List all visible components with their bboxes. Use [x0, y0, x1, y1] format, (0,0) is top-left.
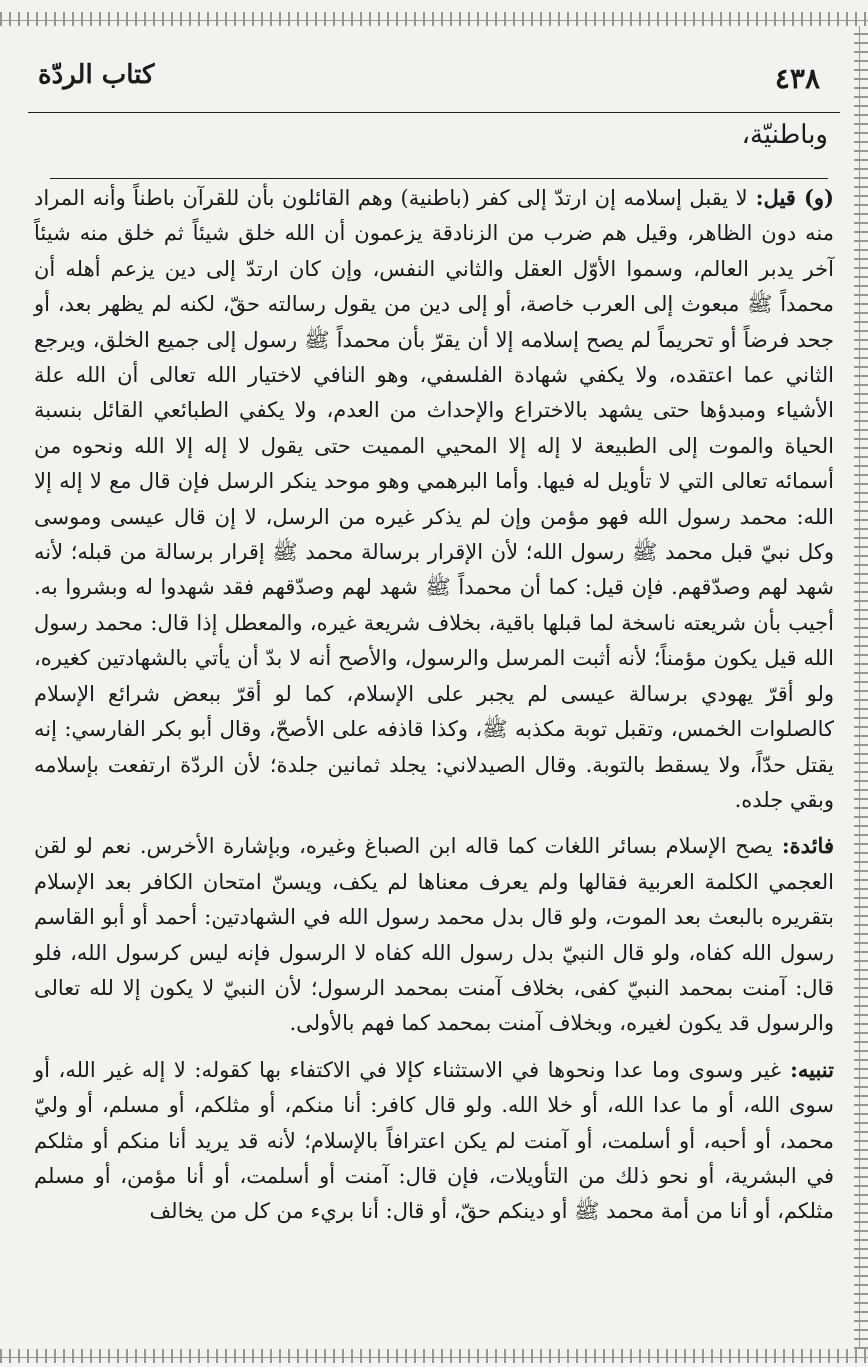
header-rule — [28, 112, 840, 113]
paragraph-commentary — [34, 180, 834, 818]
page-header — [28, 48, 840, 108]
paragraph-text: يصح الإسلام بسائر اللغات كما قاله ابن الصباغ وغيره، وبإشارة الأخرس. نعم لو لقن العجمي الكلمة العربية فقالها ولم يعرف معناها لم يكف، ويسنّ امتحان الكافر بعد الإسلام بتقريره بالبعث بعد الموت، ولو قال بدل محمد رسول الله في الشهادتين: أحمد أو أبو القاسم رسول الله كفاه، ولو قال النبيّ بدل رسول الله كفاه لا الرسول فإنه ليس كرسول الله، فلو قال: آمنت بمحمد النبيّ كفى، بخلاف آمنت بمحمد الرسول؛ لأن النبيّ لا يكون إلا لله تعالى والرسول قد يكون لغيره، وبخلاف آمنت بمحمد كما فهم بالأولى. — [34, 834, 834, 1036]
paragraph-text: غير وسوى وما عدا ونحوها في الاستثناء كإلا في الاكتفاء بها كقوله: لا إله غير الله، أو سوى الله، أو ما عدا الله، أو خلا الله. ولو قال كافر: أنا منكم، أو مثلكم، أو مسلم، أو وليّ محمد، أو أحبه، أو أسلمت، أو آمنت لم يكن اعترافاً بالإسلام؛ لأنه قد يريد أنا منكم أو مثلكم في البشرية، أو نحو ذلك من التأويلات، فإن قال: آمنت أو أسلمت، أو أنا مؤمن، أو مسلم مثلكم، أو أنا من أمة محمد ﷺ أو دينكم حقّ، أو قال: أنا بريء من كل من يخالف — [34, 1057, 834, 1224]
main-text-continuation: وباطنيّة، — [741, 120, 828, 150]
paragraph-faida — [34, 828, 834, 1041]
page-number: ٤٣٨ — [774, 62, 820, 95]
commentary-separator — [50, 178, 828, 179]
commentary-body — [34, 180, 834, 1230]
paragraph-lead: فائدة: — [772, 833, 834, 859]
paragraph-lead: (و) قيل: — [747, 185, 834, 210]
top-ornamental-border — [0, 12, 868, 26]
right-ornamental-border — [854, 26, 868, 1349]
paragraph-tanbih — [34, 1052, 834, 1230]
bottom-ornamental-border — [0, 1349, 868, 1363]
paragraph-lead: تنبيه: — [780, 1056, 834, 1082]
paragraph-text: لا يقبل إسلامه إن ارتدّ إلى كفر (باطنية) وهم القائلون بأن للقرآن باطناً وأنه المراد منه دون الظاهر، وقيل هم ضرب من الزنادقة يزعمون أن الله خلق شيئاً ثم خلق منه شيئاً آخر يدبر العالم، وسموا الأوّل العقل والثاني النفس، وإن كان ارتدّ إلى دين يزعم أهله أن محمداً ﷺ مبعوث إلى العرب خاصة، أو إلى دين من يقول رسالته حقّ، لكنه لم يظهر بعد، أو جحد فرضاً أو تحريماً لم يصح إسلامه إلا أن يقرّ بأن محمداً ﷺ رسول إلى جميع الخلق، ويرجع الثاني عما اعتقده، ولا يكفي شهادة الفلسفي، وهو النافي لاختيار الله تعالى أن الله علة الأشياء ومبدؤها حتى يشهد بالاختراع والإحداث من العدم، ولا يكفي الطبائعي القائل بنسبة الحياة والموت إلى الطبيعة لا إله إلا المحيي المميت حتى يقول لا إله إلا الله ونحوه من أسمائه تعالى التي لا تأويل له فيها. وأما البرهمي وهو موحد ينكر الرسل فإن قال مع لا إله إلا الله: محمد رسول الله فهو مؤمن وإن لم يذكر غيره من الرسل، لا إن قال عيسى وموسى وكل نبيّ قبل محمد ﷺ رسول الله؛ لأن الإقرار برسالة محمد ﷺ إقرار برسالة من قبله؛ لأنه شهد لهم وصدّقهم. فإن قيل: كما أن محمداً ﷺ شهد لهم وصدّقهم فقد شهدوا له وبشروا به. أجيب بأن شريعته ناسخة لما قبلها باقية، بخلاف شريعة غيره، والمعطل إذا قال: محمد رسول الله قيل يكون مؤمناً؛ لأنه أثبت المرسل والرسول، والأصح أنه لا بدّ أن يأتي بالشهادتين كغيره، ولو أقرّ يهودي برسالة عيسى لم يجبر على الإسلام، كما لو أقرّ ببعض شرائع الإسلام كالصلوات الخمس، وتقبل توبة مكذبه ﷺ، وكذا قاذفه على الأصحّ، وقال أبو بكر الفارسي: إنه يقتل حدّاً، ولا يسقط بالتوبة. وقال الصيدلاني: يجلد ثمانين جلدة؛ لأن الردّة ارتفعت بإسلامه وبقي جلده. — [34, 186, 834, 812]
chapter-title: كتاب الردّة — [38, 60, 155, 90]
